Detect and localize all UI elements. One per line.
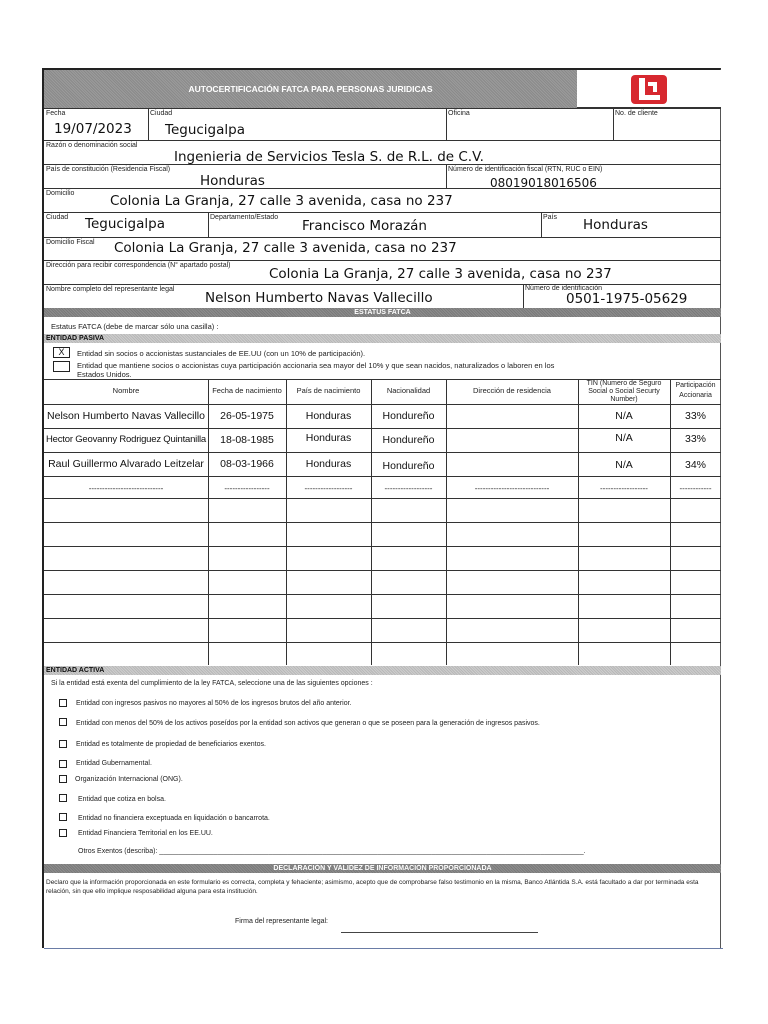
no-cliente-label: No. de cliente — [615, 110, 658, 117]
option2-label-line2: Estados Unidos. — [77, 370, 132, 379]
cell-nombre[interactable]: Raul Guillermo Alvarado Leitzelar — [48, 458, 204, 470]
activa-checkbox[interactable] — [59, 829, 67, 837]
dom-fiscal-value[interactable]: Colonia La Granja, 27 calle 3 avenida, casa no 237 — [114, 240, 457, 256]
option2-checkbox[interactable] — [53, 361, 70, 372]
dash-cell: ----------------- — [224, 484, 270, 493]
col-header-participacion: Participación Accionaria — [675, 382, 716, 399]
domicilio-value[interactable]: Colonia La Granja, 27 calle 3 avenida, casa no 237 — [110, 193, 453, 209]
oficina-label: Oficina — [448, 110, 470, 117]
activa-option-label: Entidad con ingresos pasivos no mayores al 50% de los ingresos brutos del año anterior. — [76, 700, 352, 707]
cell-nombre[interactable]: Nelson Humberto Navas Vallecillo — [47, 410, 205, 422]
activa-option-label: Entidad Financiera Territorial en los EE.UU. — [78, 830, 213, 837]
activa-checkbox[interactable] — [59, 813, 67, 821]
razon-label: Razón o denominación social — [46, 142, 138, 149]
dash-cell: ------------------ — [384, 484, 433, 493]
activa-checkbox[interactable] — [59, 775, 67, 783]
bank-logo — [577, 70, 721, 108]
bank-logo-icon — [629, 73, 669, 105]
cell-pais[interactable]: Honduras — [305, 458, 352, 470]
firma-line[interactable] — [341, 932, 538, 933]
razon-value[interactable]: Ingenieria de Servicios Tesla S. de R.L. de C.V. — [174, 149, 484, 165]
estatus-instruction: Estatus FATCA (debe de marcar sólo una casilla) : — [51, 322, 219, 331]
cell-tin[interactable]: N/A — [615, 459, 633, 471]
activa-option-label: Organización Internacional (ONG). — [75, 776, 183, 783]
form-title: AUTOCERTIFICACIÓN FATCA PARA PERSONAS JURIDICAS — [44, 70, 577, 108]
estatus-fatca-bar: ESTATUS FATCA — [44, 308, 721, 317]
cell-nacionalidad[interactable]: Hondureño — [382, 434, 435, 446]
dash-cell: ------------ — [679, 484, 712, 493]
cell-tin[interactable]: N/A — [615, 410, 633, 422]
col-header-fecha-nac: Fecha de nacimiento — [212, 386, 282, 395]
num-id-fiscal-label: Número de identificación fiscal (RTN, RUC o EIN) — [448, 166, 603, 173]
dir-corresp-value[interactable]: Colonia La Granja, 27 calle 3 avenida, casa no 237 — [269, 266, 612, 282]
pais-const-label: País de constitución (Residencia Fiscal) — [46, 166, 171, 173]
otros-exentos-label[interactable]: Otros Exentos (describa): _____________________________________________________________________________________________________________. — [78, 848, 586, 855]
dom-fiscal-label: Domicilio Fiscal — [46, 239, 95, 246]
activa-checkbox[interactable] — [59, 699, 67, 707]
col-header-nombre: Nombre — [112, 386, 140, 395]
nombre-rep-label: Nombre completo del representante legal — [46, 286, 175, 293]
cell-participacion[interactable]: 34% — [684, 459, 706, 471]
activa-option-label: Entidad no financiera exceptuada en liquidación o bancarrota. — [78, 815, 270, 822]
cell-fecha[interactable]: 26-05-1975 — [220, 410, 274, 422]
dash-cell: ------------------ — [304, 484, 353, 493]
dash-cell: ---------------------------- — [88, 484, 164, 493]
depto-value[interactable]: Francisco Morazán — [302, 218, 427, 234]
cell-nacionalidad[interactable]: Hondureño — [382, 410, 435, 422]
cell-pais[interactable]: Honduras — [305, 432, 352, 444]
domicilio-label: Domicilio — [46, 190, 75, 197]
fatca-form — [42, 68, 721, 948]
cell-fecha[interactable]: 18-08-1985 — [220, 434, 274, 446]
ciudad-label: Ciudad — [150, 110, 173, 117]
pais-label: País — [543, 214, 558, 221]
ciudad-value[interactable]: Tegucigalpa — [165, 122, 245, 138]
declaracion-text: Declaro que la información proporcionada en este formulario es correcta, completa y fehaciente; asimismo, acepto que de comprobarse falso testimonio en la misma, Banco Atlántida S.A. está facultado a dar por terminada esta relación, sin que ello implique resposabilidad alguna para esta institución. — [46, 879, 699, 895]
activa-checkbox[interactable] — [59, 794, 67, 802]
activa-option-label: Entidad con menos del 50% de los activos poseídos por la entidad son activos que generan o que se poseen para la generación de ingresos pasivos. — [76, 720, 540, 727]
col-header-direccion: Dirección de residencia — [473, 386, 551, 395]
activa-option-label: Entidad es totalmente de propiedad de beneficiarios exentos. — [76, 741, 266, 748]
ciudad2-label: Ciudad — [46, 214, 69, 221]
activa-option-label: Entidad Gubernamental. — [76, 760, 152, 767]
dir-corresp-label: Dirección para recibir correspondencia (N° apartado postal) — [46, 262, 231, 269]
cell-fecha[interactable]: 08-03-1966 — [220, 458, 274, 470]
activa-instruction: Si la entidad está exenta del cumplimiento de la ley FATCA, seleccione una de las siguientes opciones : — [51, 680, 373, 687]
entidad-pasiva-header: ENTIDAD PASIVA — [44, 334, 721, 343]
num-ident-value[interactable]: 0501-1975-05629 — [566, 291, 688, 307]
cell-pais[interactable]: Honduras — [305, 410, 352, 422]
activa-option-label: Entidad que cotiza en bolsa. — [78, 796, 166, 803]
firma-label: Firma del representante legal: — [235, 918, 328, 925]
option1-label: Entidad sin socios o accionistas sustanciales de EE.UU (con un 10% de participación). — [77, 349, 366, 358]
cell-participacion[interactable]: 33% — [684, 433, 706, 445]
pais-const-value[interactable]: Honduras — [200, 173, 265, 189]
depto-label: Departamento/Estado — [210, 214, 279, 221]
fecha-value[interactable]: 19/07/2023 — [54, 121, 132, 137]
option1-checkbox[interactable]: X — [53, 347, 70, 358]
cell-nombre[interactable]: Hector Geovanny Rodriguez Quintanilla — [46, 434, 206, 445]
cell-tin[interactable]: N/A — [615, 432, 633, 444]
fecha-label: Fecha — [46, 110, 66, 117]
ciudad2-value[interactable]: Tegucigalpa — [85, 216, 165, 232]
entidad-activa-header: ENTIDAD ACTIVA — [44, 666, 721, 675]
col-header-nacionalidad: Nacionalidad — [386, 386, 431, 395]
col-header-tin: TIN (Numero de Seguro Social o Social Securty Number) — [586, 380, 662, 403]
cell-participacion[interactable]: 33% — [684, 410, 706, 422]
cell-nacionalidad[interactable]: Hondureño — [382, 460, 435, 472]
activa-checkbox[interactable] — [59, 740, 67, 748]
dash-cell: ------------------ — [600, 484, 648, 493]
activa-checkbox[interactable] — [59, 760, 67, 768]
declaracion-bar: DECLARACIÓN Y VALIDEZ DE INFORMACIÓN PROPORCIONADA — [44, 864, 721, 873]
dash-cell: ---------------------------- — [474, 484, 550, 493]
num-id-fiscal-value[interactable]: 08019018016506 — [490, 176, 597, 190]
pais-value[interactable]: Honduras — [583, 217, 648, 233]
nombre-rep-value[interactable]: Nelson Humberto Navas Vallecillo — [205, 290, 433, 306]
option2-label-line1: Entidad que mantiene socios o accionistas cuya participación accionaria sea mayor del 10% y que sean nacidos, naturalizados o laboren en los — [77, 361, 555, 370]
activa-checkbox[interactable] — [59, 718, 67, 726]
num-ident-label: Número de identificación — [525, 285, 603, 292]
col-header-pais-nac: País de nacimiento — [296, 386, 361, 395]
